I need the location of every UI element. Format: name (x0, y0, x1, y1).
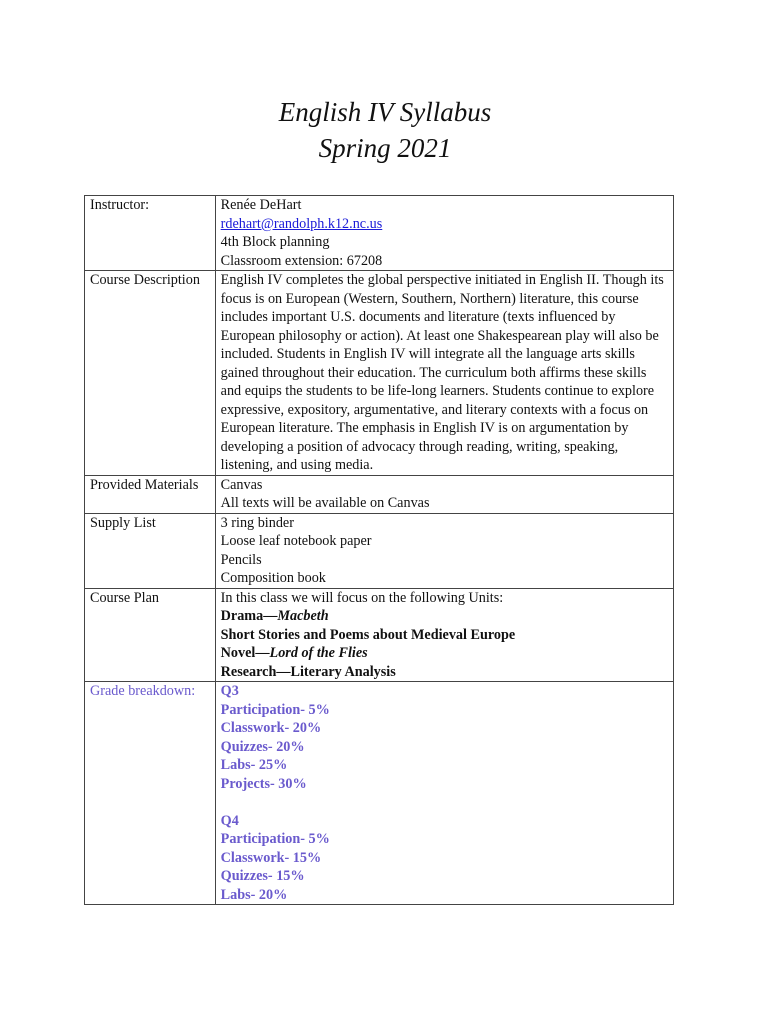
grade-item: Participation- 5% (220, 831, 330, 847)
course-description-label: Course Description (85, 271, 216, 476)
row-course-plan (85, 588, 674, 682)
grade-item: Quizzes- 15% (220, 868, 305, 884)
list-item: 3 ring binder (220, 514, 294, 531)
grade-item: Labs- 20% (220, 886, 288, 903)
grade-breakdown-details (215, 682, 673, 905)
row-supply-list (85, 513, 674, 588)
list-item: Canvas (220, 476, 263, 493)
list-item: Composition book (220, 570, 326, 586)
row-grade-breakdown (85, 682, 674, 905)
supply-list-items (215, 513, 673, 588)
grade-item: Participation- 5% (220, 701, 330, 718)
supply-list-label: Supply List (85, 513, 216, 588)
q4-heading: Q4 (220, 812, 239, 829)
course-description-text (215, 271, 673, 476)
course-plan-intro: In this class we will focus on the following Units: (220, 589, 504, 606)
provided-materials-list (215, 475, 673, 513)
instructor-label: Instructor: (85, 196, 216, 271)
grade-breakdown-label: Grade breakdown: (85, 682, 216, 905)
document-term: Spring 2021 (318, 133, 452, 163)
instructor-details (215, 196, 673, 271)
list-item: All texts will be available on Canvas (220, 495, 430, 511)
list-item: Pencils (220, 551, 262, 568)
grade-item: Classwork- 15% (220, 849, 322, 866)
grade-item: Quizzes- 20% (220, 738, 305, 755)
provided-materials-label: Provided Materials (85, 475, 216, 513)
grade-item: Labs- 25% (220, 757, 288, 773)
instructor-planning: 4th Block planning (220, 234, 330, 250)
syllabus-table (84, 195, 674, 905)
q3-heading: Q3 (220, 683, 239, 699)
row-course-description (85, 271, 674, 476)
course-plan-label: Course Plan (85, 588, 216, 682)
row-instructor (85, 196, 674, 271)
instructor-name: Renée DeHart (220, 197, 302, 213)
document-title: English IV Syllabus (278, 97, 492, 127)
spacer (221, 793, 668, 812)
unit-item: Research—Literary Analysis (220, 663, 396, 680)
list-item: Loose leaf notebook paper (220, 533, 372, 549)
unit-item: Short Stories and Poems about Medieval Europe (220, 626, 516, 643)
unit-item: Novel—Lord of the Flies (220, 645, 368, 661)
unit-item: Drama—Macbeth (220, 608, 329, 624)
course-description-paragraph: English IV completes the global perspective initiated in English II. Though its focus is on European (Western, Southern, Northern) literature, this course includes important U.S. documents and literature (texts influenced by European philosophy or action). At least one Shakespearean play will also be included. Students in English IV will integrate all the language arts skills gained throughout their education. The curriculum both affirms these skills and equips the students to be life-long learners. Students continue to explore expressive, expository, argumentative, and literary contexts with a focus on European literature. The emphasis in English IV is on argumentation by developing a position of advocacy through reading, writing, speaking, listening, and using media. (220, 272, 664, 473)
row-provided-materials (85, 475, 674, 513)
instructor-email-link[interactable]: rdehart@randolph.k12.nc.us (220, 215, 383, 232)
course-plan-units (215, 588, 673, 682)
instructor-extension: Classroom extension: 67208 (220, 252, 383, 269)
grade-item: Classwork- 20% (220, 720, 322, 736)
grade-item: Projects- 30% (220, 775, 307, 792)
